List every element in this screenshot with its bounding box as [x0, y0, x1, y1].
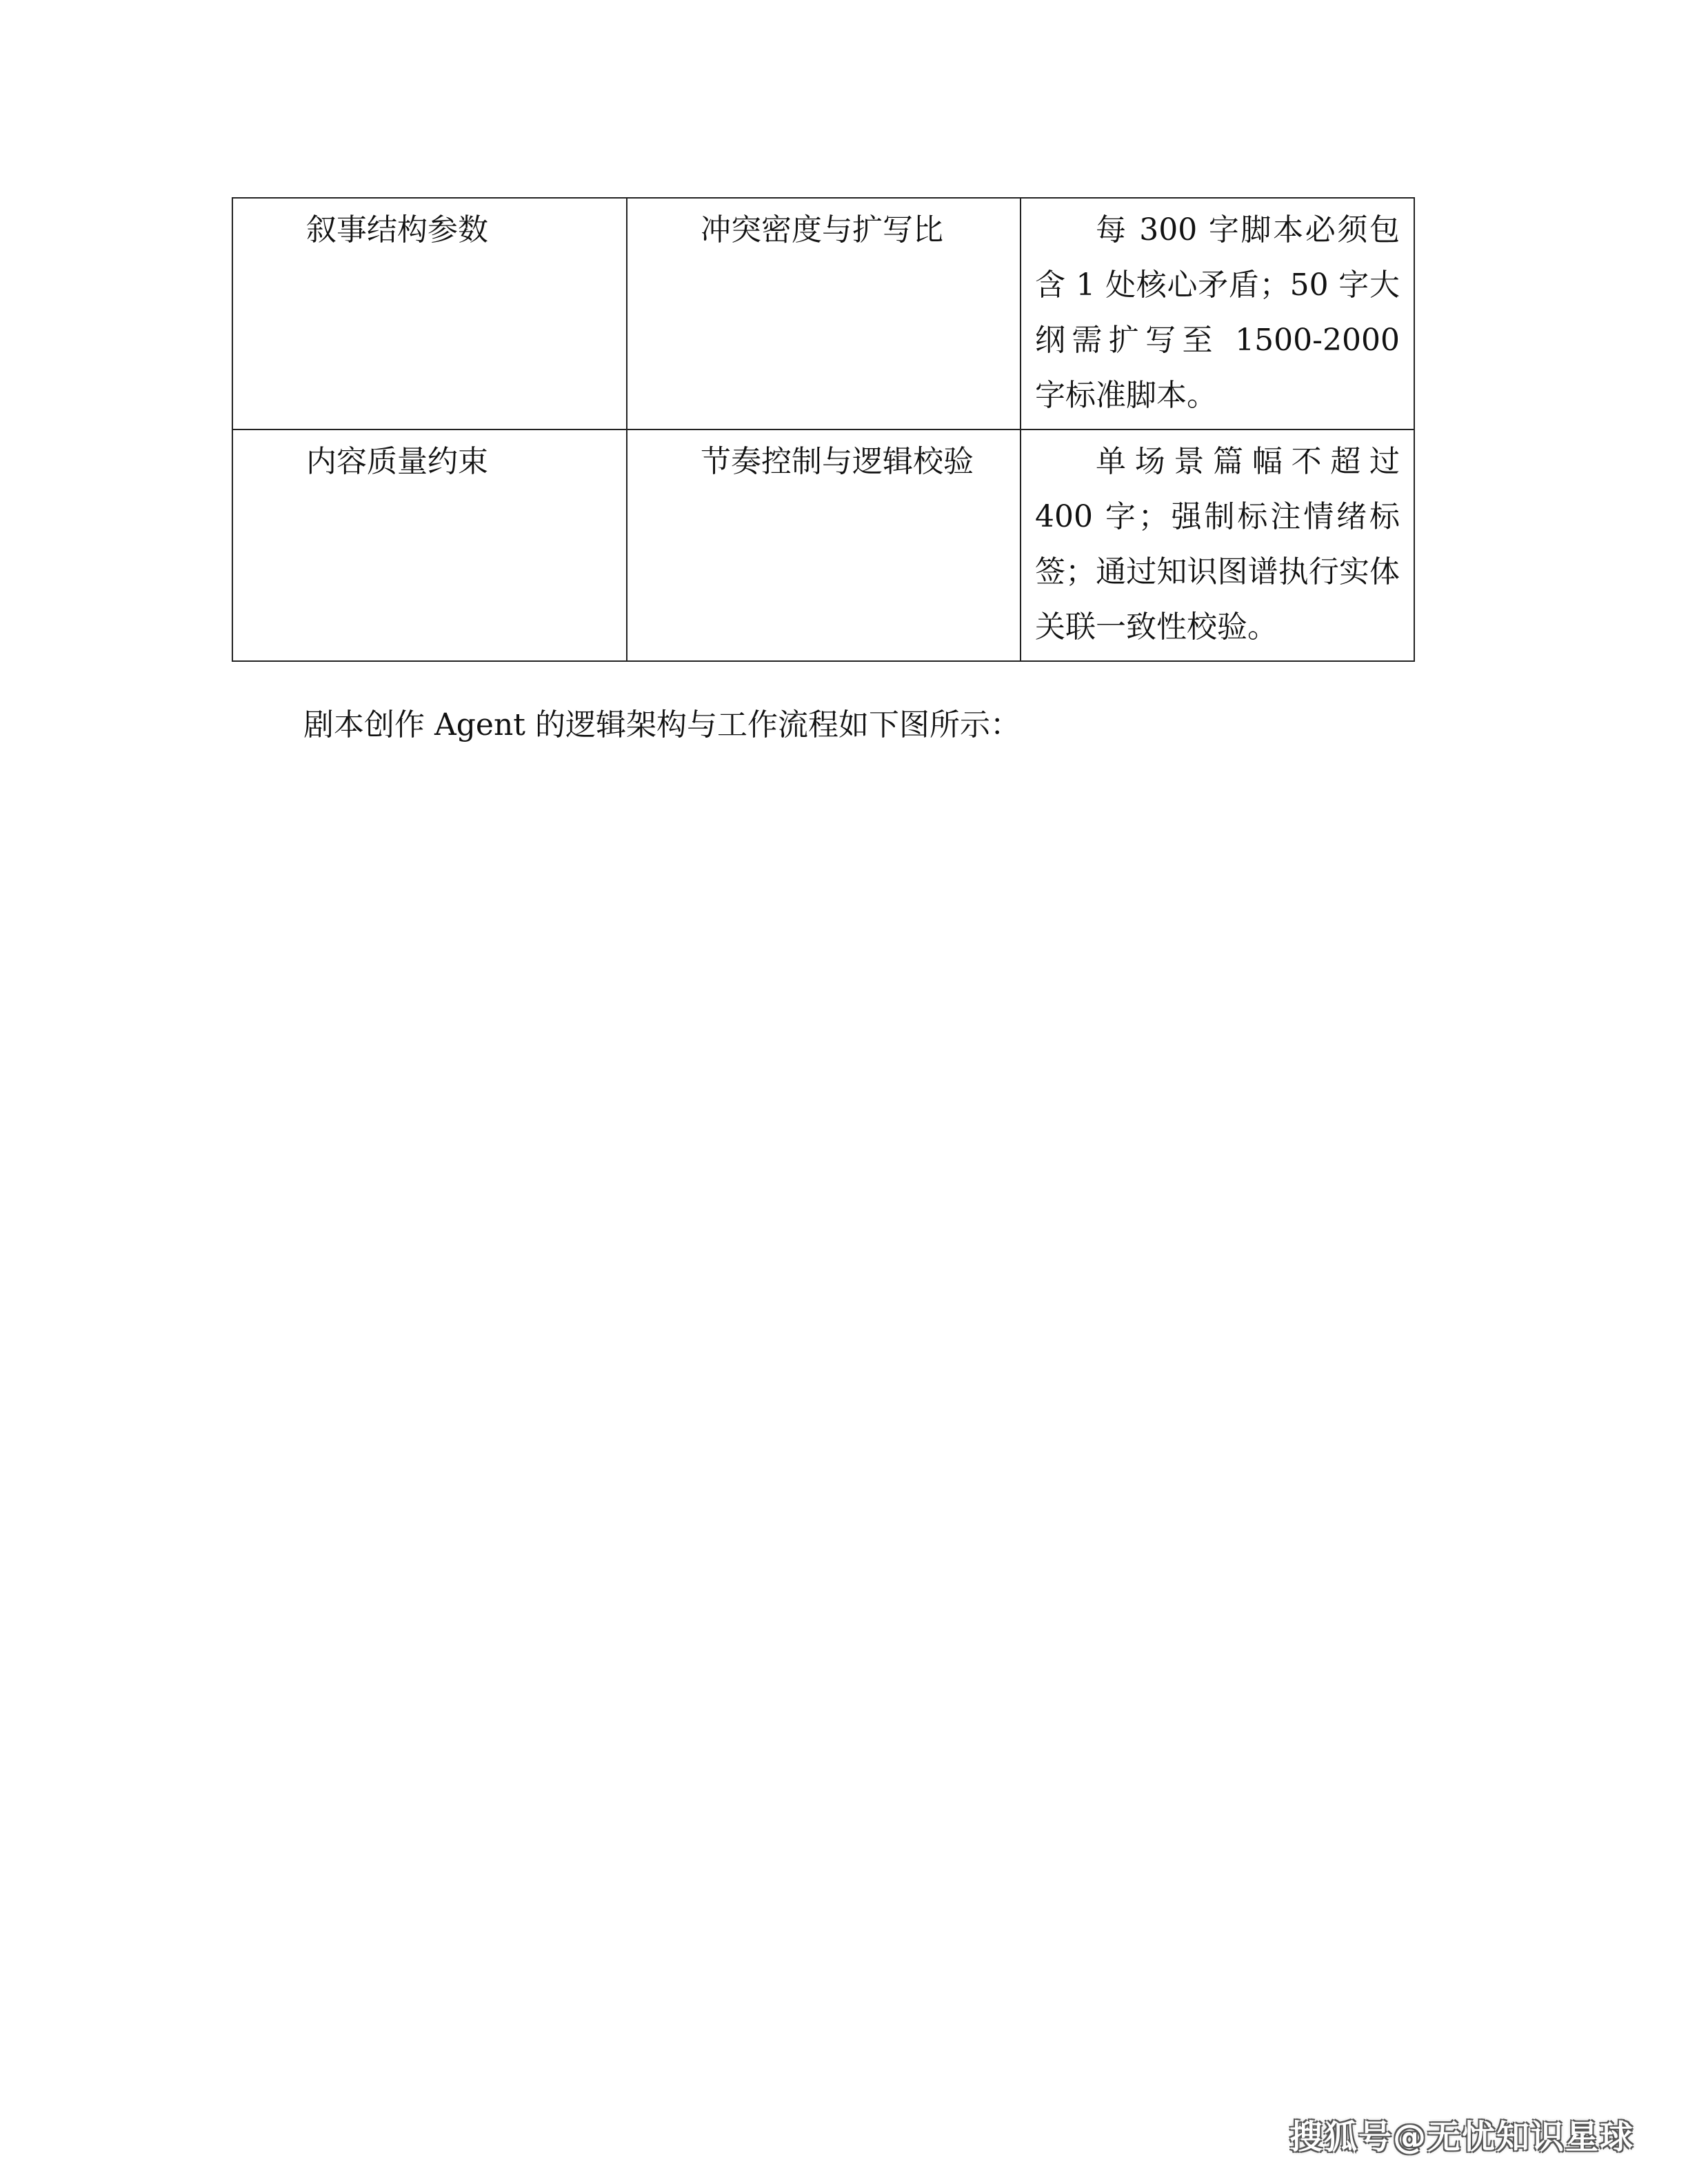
description-text: 每 300 字脚本必须包含 1 处核心矛盾；50 字大纲需扩写至 1500-2000 字标准脚本。: [1035, 212, 1400, 413]
parameter-table: [232, 197, 1415, 662]
watermark: 搜狐号@无忧知识星球: [1289, 2118, 1634, 2156]
table-cell-description: [1021, 198, 1414, 429]
table-cell-description: [1021, 429, 1414, 661]
table-cell-item: 冲突密度与扩写比: [627, 198, 1021, 429]
table-cell-category: 叙事结构参数: [232, 198, 627, 429]
table-cell-category: 内容质量约束: [232, 429, 627, 661]
table-row: [232, 429, 1414, 661]
table-row: [232, 198, 1414, 429]
body-paragraph: 剧本创作 Agent 的逻辑架构与工作流程如下图所示：: [303, 707, 1021, 742]
table-cell-item: 节奏控制与逻辑校验: [627, 429, 1021, 661]
description-text: 单场景篇幅不超过 400 字；强制标注情绪标签；通过知识图谱执行实体关联一致性校验。: [1035, 444, 1400, 645]
